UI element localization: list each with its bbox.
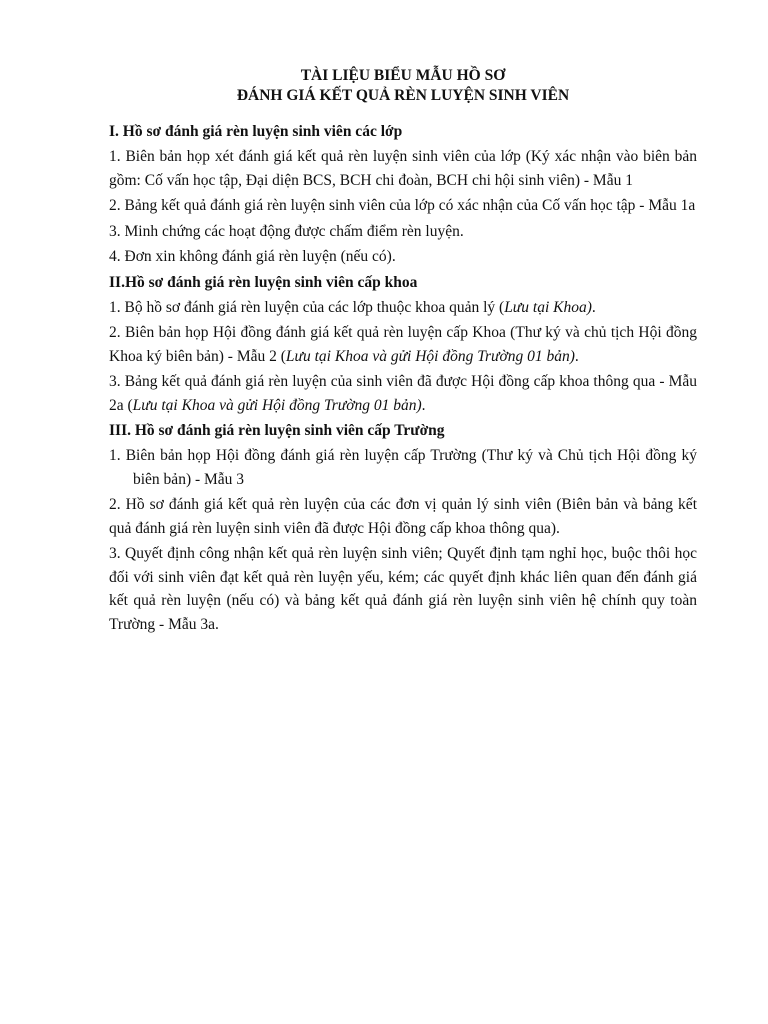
list-item: 3. Quyết định công nhận kết quả rèn luyện sinh viên; Quyết định tạm nghỉ học, buộc thôi học đối với sinh viên đạt kết quả rèn luyện yếu, kém; các quyết định khác liên quan đến đánh giá kết quả rèn luyện (nếu có) và bảng kết quả đánh giá rèn luyện sinh viên hệ chính quy toàn Trường - Mẫu 3a. [109, 545, 697, 633]
section-1 [109, 122, 697, 269]
title-line-1: TÀI LIỆU BIỂU MẪU HỒ SƠ [300, 67, 506, 84]
document-title [109, 66, 697, 106]
section-heading: III. Hồ sơ đánh giá rèn luyện sinh viên cấp Trường [109, 422, 445, 439]
section-heading: I. Hồ sơ đánh giá rèn luyện sinh viên các lớp [109, 123, 403, 140]
section-heading: II.Hồ sơ đánh giá rèn luyện sinh viên cấp khoa [109, 273, 418, 291]
item-italic-note: Lưu tại Khoa và gửi Hội đồng Trường 01 bản) [132, 396, 422, 414]
title-line-2: ĐÁNH GIÁ KẾT QUẢ RÈN LUYỆN SINH VIÊN [236, 87, 570, 104]
item-text: 2. Biên bản họp Hội đồng đánh giá kết quả rèn luyện cấp Khoa (Thư ký và chủ tịch Hội đồng Khoa ký biên bản) - Mẫu 2 ( [109, 324, 697, 365]
list-item: 2. Bảng kết quả đánh giá rèn luyện sinh viên của lớp có xác nhận của Cố vấn học tập - Mẫu 1a [109, 197, 696, 214]
item-italic-note: Lưu tại Khoa) [504, 298, 592, 316]
section-2 [109, 273, 697, 418]
item-tail: . [591, 298, 596, 316]
list-item [109, 296, 697, 320]
item-tail: . [574, 347, 579, 365]
list-item: 1. Biên bản họp xét đánh giá kết quả rèn luyện sinh viên của lớp (Ký xác nhận vào biên bản gồm: Cố vấn học tập, Đại diện BCS, BCH chi đoàn, BCH chi hội sinh viên) - Mẫu 1 [109, 148, 697, 189]
list-item [109, 370, 697, 417]
list-item: 4. Đơn xin không đánh giá rèn luyện (nếu có). [109, 248, 396, 265]
item-italic-note: Lưu tại Khoa và gửi Hội đồng Trường 01 bản) [285, 347, 575, 365]
list-item: 2. Hồ sơ đánh giá kết quả rèn luyện của các đơn vị quản lý sinh viên (Biên bản và bảng kết quả đánh giá rèn luyện sinh viên đã được Hội đồng cấp khoa thông qua). [109, 496, 697, 537]
section-3 [109, 421, 697, 636]
list-item: 3. Minh chứng các hoạt động được chấm điểm rèn luyện. [109, 222, 464, 240]
item-text: 3. Bảng kết quả đánh giá rèn luyện của sinh viên đã được Hội đồng cấp khoa thông qua - Mẫu 2a ( [109, 373, 697, 414]
item-tail: . [421, 396, 426, 414]
list-item: 1. Biên bản họp Hội đồng đánh giá rèn luyện cấp Trường (Thư ký và Chủ tịch Hội đồng ký biên bản) - Mẫu 3 [109, 447, 697, 488]
list-item [109, 321, 697, 368]
item-text: 1. Bộ hồ sơ đánh giá rèn luyện của các lớp thuộc khoa quản lý ( [109, 298, 505, 316]
